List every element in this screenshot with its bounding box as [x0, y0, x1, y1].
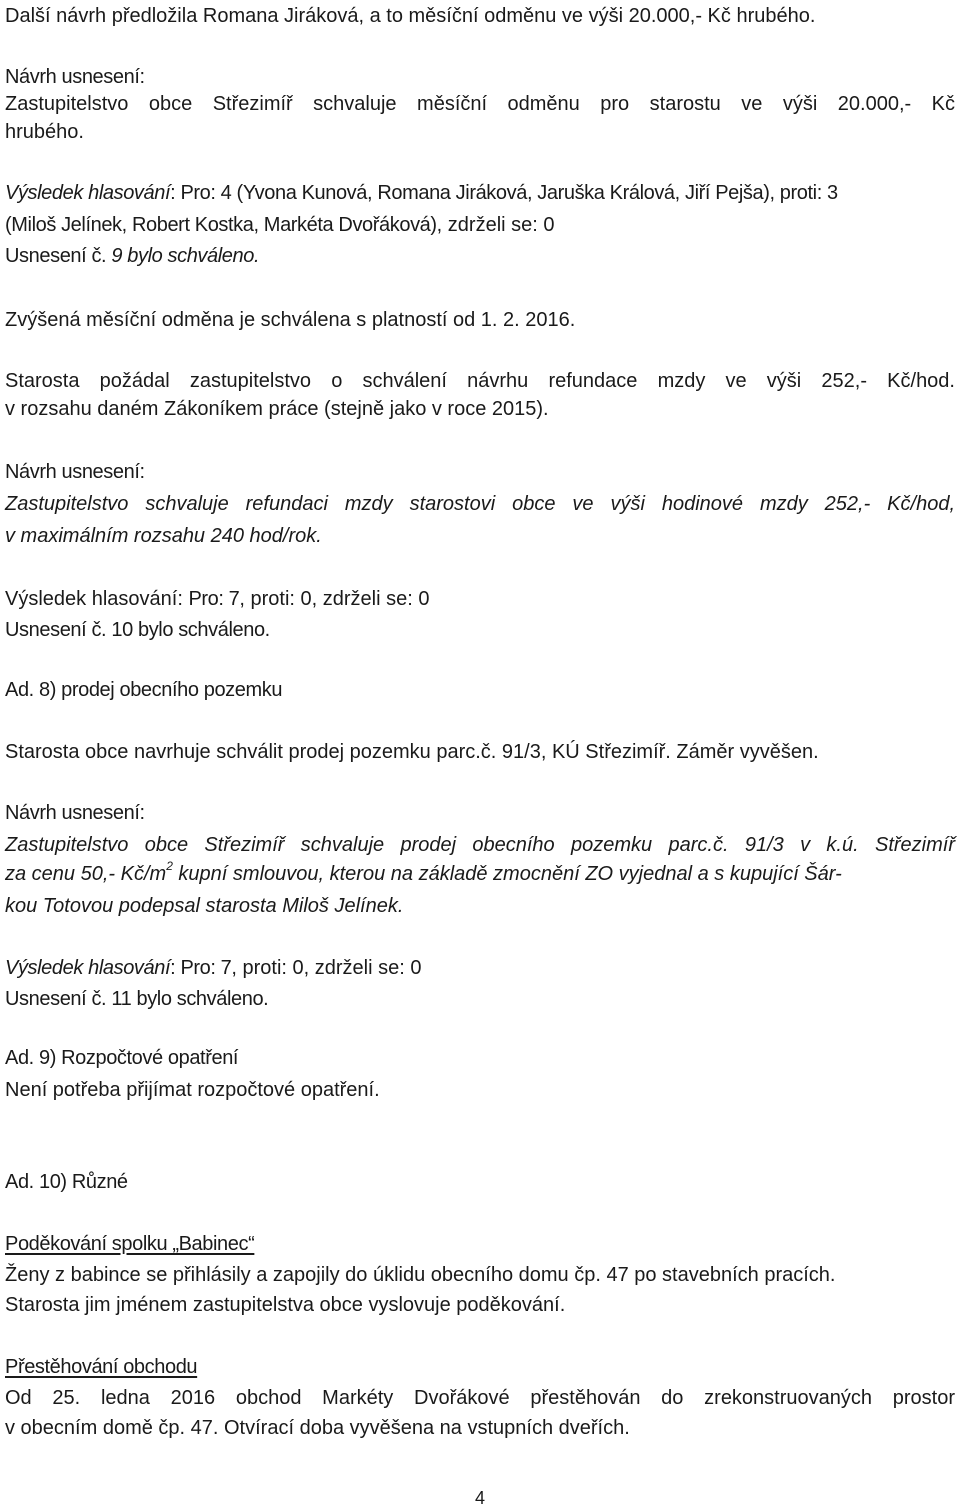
- vote-proti: , proti: 3: [769, 182, 838, 204]
- text-line: v obecním domě čp. 47. Otvírací doba vyvěšena na vstupních dveřích.: [5, 1417, 630, 1439]
- vote-result: [5, 956, 955, 980]
- resolution-number-label: Usnesení č.: [5, 245, 107, 267]
- text-line: Další návrh předložila Romana Jiráková, a to měsíční odměnu ve výši 20.000,- Kč hrubého.: [5, 5, 816, 27]
- vote-names: (Miloš Jelínek, Robert Kostka, Markéta Dvořáková): [5, 214, 437, 236]
- text-line: Starosta obce navrhuje schválit prodej pozemku parc.č. 91/3, KÚ Střezimíř. Záměr vyvěšen.: [5, 741, 819, 763]
- vote-pro: : Pro: 4 (Yvona Kunová, Romana Jiráková, Jaruška Králová, Jiří Pejša): [170, 182, 770, 204]
- resolution-heading: Návrh usnesení:: [5, 461, 145, 483]
- section-heading: Ad. 8) prodej obecního pozemku: [5, 679, 283, 701]
- vote-pro: Pro: 7: [188, 588, 240, 610]
- resolution-status: 9 bylo schváleno.: [106, 245, 260, 267]
- vote-label: Výsledek hlasování:: [5, 588, 189, 610]
- superscript: 2: [166, 859, 173, 874]
- text-line: Není potřeba přijímat rozpočtové opatření.: [5, 1079, 380, 1101]
- resolution-text: Zastupitelstvo schvaluje refundaci mzdy starostovi obce ve výši hodinové mzdy 252,- Kč/hod,: [5, 493, 955, 515]
- resolution-outcome: Usnesení č. 11 bylo schváleno.: [5, 988, 269, 1010]
- resolution-text: Zastupitelstvo obce Střezimíř schvaluje měsíční odměnu pro starostu ve výši 20.000,- Kč: [5, 93, 955, 115]
- text-line: v rozsahu daném Zákoníkem práce (stejně jako v roce 2015).: [5, 398, 549, 420]
- resolution-text: kou Totovou podepsal starosta Miloš Jelínek.: [5, 895, 404, 917]
- page-number: 4: [474, 1488, 485, 1508]
- vote-label: Výsledek hlasování: [5, 957, 171, 979]
- section-heading: Ad. 10) Různé: [5, 1171, 128, 1193]
- subsection-heading: Přestěhování obchodu: [5, 1356, 198, 1378]
- text-line: Starosta požádal zastupitelstvo o schválení návrhu refundace mzdy ve výši 252,- Kč/hod.: [5, 370, 955, 392]
- resolution-text: Zastupitelstvo obce Střezimíř schvaluje prodej obecního pozemku parc.č. 91/3 v k.ú. Střezimíř: [5, 834, 955, 856]
- resolution-heading: Návrh usnesení:: [5, 802, 145, 824]
- vote-result: [5, 181, 955, 205]
- resolution-text-part: kupní smlouvou, kterou na základě zmocnění ZO vyjednal a s kupující Šár-: [172, 863, 842, 885]
- text-line: Od 25. ledna 2016 obchod Markéty Dvořákové přestěhován do zrekonstruovaných prostor: [5, 1387, 955, 1409]
- vote-result: [5, 587, 955, 611]
- vote-pro: : Pro: 7: [170, 957, 232, 979]
- vote-rest: , proti: 0, zdrželi se: 0: [231, 957, 422, 979]
- resolution-heading: Návrh usnesení:: [5, 66, 145, 88]
- text-line: Starosta jim jménem zastupitelstva obce vyslovuje poděkování.: [5, 1294, 566, 1316]
- resolution-text: v maximálním rozsahu 240 hod/rok.: [5, 525, 322, 547]
- resolution-text-part: za cenu 50,- Kč/m: [5, 863, 167, 885]
- resolution-outcome: Usnesení č. 10 bylo schváleno.: [5, 619, 270, 641]
- text-line: Zvýšená měsíční odměna je schválena s platností od 1. 2. 2016.: [5, 309, 576, 331]
- vote-result: [5, 213, 955, 237]
- vote-abstain: , zdrželi se: 0: [436, 214, 555, 236]
- vote-rest: , proti: 0, zdrželi se: 0: [239, 588, 430, 610]
- text-line: Ženy z babince se přihlásily a zapojily do úklidu obecního domu čp. 47 po stavebních pracích.: [5, 1264, 836, 1286]
- resolution-outcome: [5, 244, 955, 268]
- resolution-text: [5, 859, 955, 886]
- subsection-heading: Poděkování spolku „Babinec“: [5, 1233, 255, 1255]
- resolution-text: hrubého.: [5, 121, 84, 143]
- section-heading: Ad. 9) Rozpočtové opatření: [5, 1047, 239, 1069]
- vote-label: Výsledek hlasování: [5, 182, 171, 204]
